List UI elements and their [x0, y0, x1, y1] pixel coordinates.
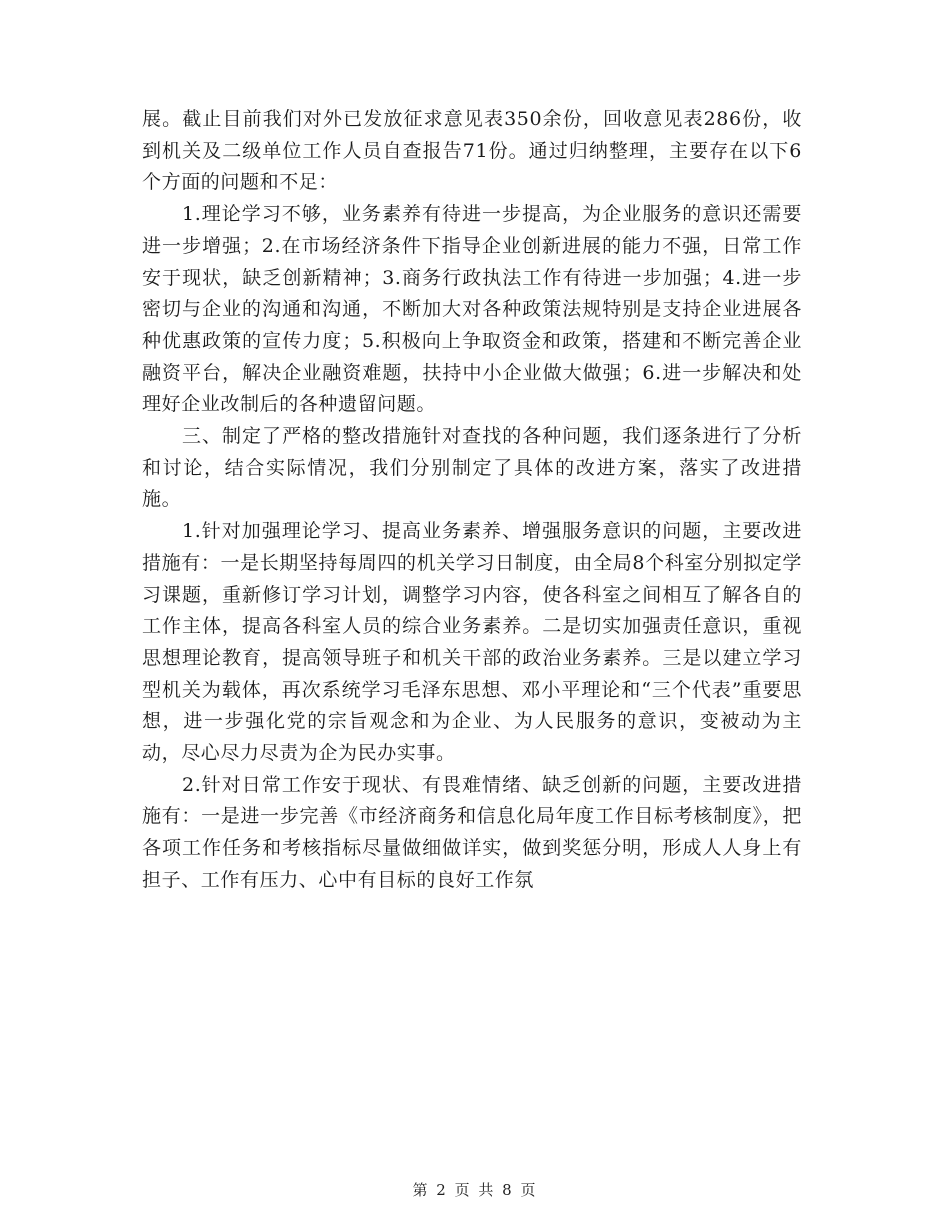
page-number-footer: 第 2 页 共 8 页 — [412, 1181, 538, 1199]
paragraph-5: 2.针对日常工作安于现状、有畏难情绪、缺乏创新的问题，主要改进措施有：一是进一步完善《市经济商务和信息化局年度工作目标考核制度》，把各项工作任务和考核指标尽量做细做详实，做到奖惩分明，形成人人身上有担子、工作有压力、心中有目标的良好工作氛 — [142, 773, 802, 891]
paragraph-2: 1.理论学习不够，业务素养有待进一步提高，为企业服务的意识还需要进一步增强；2.在市场经济条件下指导企业创新进展的能力不强，日常工作安于现状，缺乏创新精神；3.商务行政执法工作有待进一步加强；4.进一步密切与企业的沟通和沟通，不断加大对各种政策法规特别是支持企业进展各种优惠政策的宣传力度；5.积极向上争取资金和政策，搭建和不断完善企业融资平台，解决企业融资难题，扶持中小企业做大做强；6.进一步解决和处理好企业改制后的各种遗留问题。 — [142, 203, 802, 416]
paragraph-3: 三、制定了严格的整改措施针对查找的各种问题，我们逐条进行了分析和讨论，结合实际情况，我们分别制定了具体的改进方案，落实了改进措施。 — [142, 425, 802, 511]
document-body — [142, 104, 802, 897]
paragraph-4: 1.针对加强理论学习、提高业务素养、增强服务意识的问题，主要改进措施有：一是长期坚持每周四的机关学习日制度，由全局8个科室分别拟定学习课题，重新修订学习计划，调整学习内容，使各科室之间相互了解各自的工作主体，提高各科室人员的综合业务素养。二是切实加强责任意识，重视思想理论教育，提高领导班子和机关干部的政治业务素养。三是以建立学习型机关为载体，再次系统学习毛泽东思想、邓小平理论和“三个代表”重要思想，进一步强化党的宗旨观念和为企业、为人民服务的意识，变被动为主动，尽心尽力尽责为企为民办实事。 — [142, 520, 802, 765]
paragraph-1: 展。截止目前我们对外已发放征求意见表350余份，回收意见表286份，收到机关及二级单位工作人员自查报告71份。通过归纳整理，主要存在以下6个方面的问题和不足： — [142, 108, 802, 194]
